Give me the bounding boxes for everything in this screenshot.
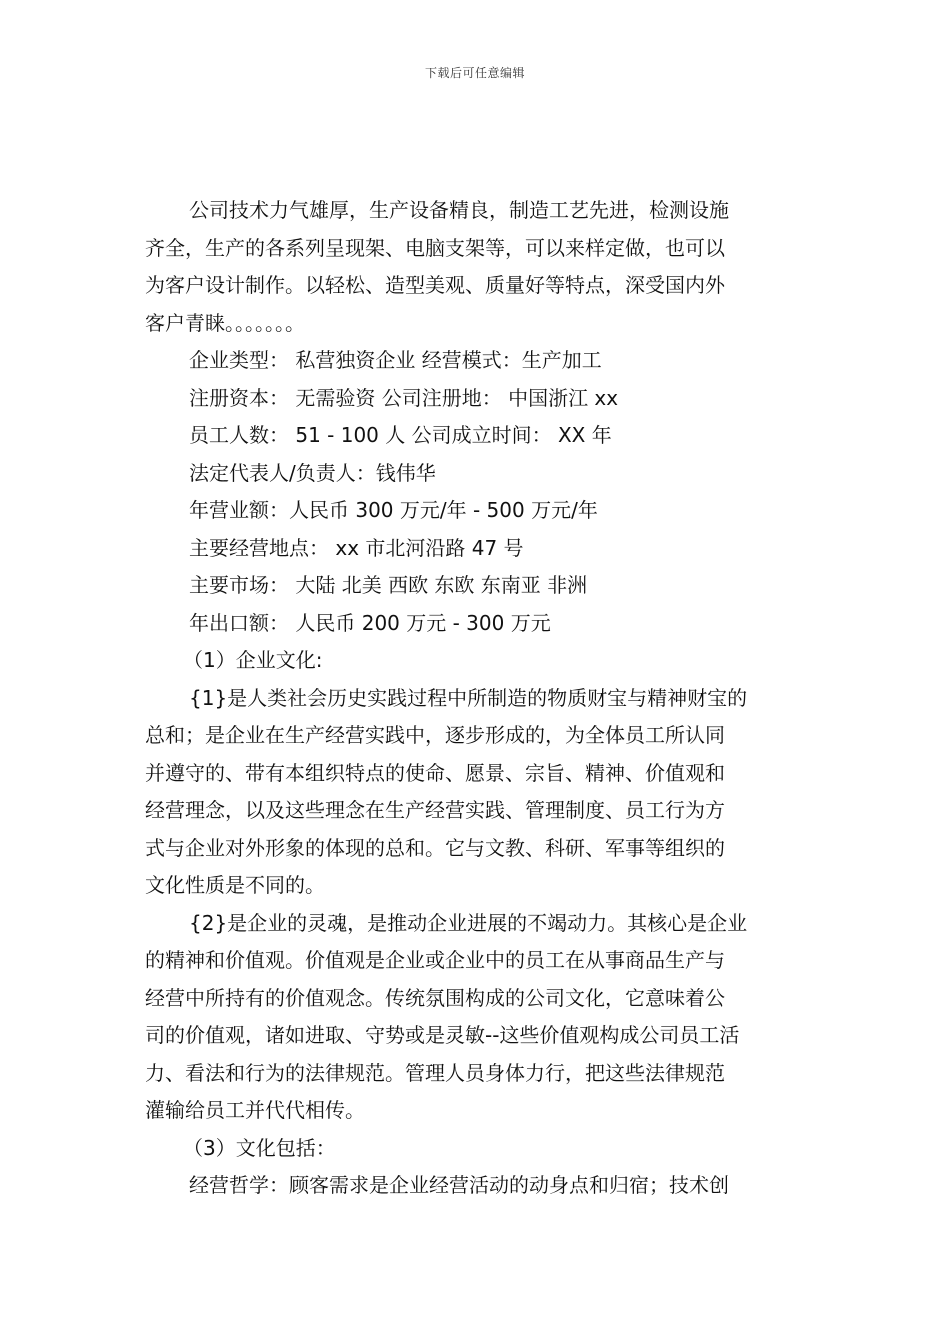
para2-line-2: 的精神和价值观。价值观是企业或企业中的员工在从事商品生产与 — [145, 948, 725, 972]
intro-line-1: 公司技术力气雄厚，生产设备精良，制造工艺先进，检测设施 — [189, 198, 729, 222]
info-registered-capital: 注册资本： 无需验资 公司注册地： 中国浙江 xx — [189, 385, 619, 410]
section-heading-3-text: （3）文化包括： — [183, 1135, 336, 1160]
info-annual-export: 年出口额： 人民币 200 万元 - 300 万元 — [189, 610, 551, 635]
para1-line-5: 式与企业对外形象的体现的总和。它与文教、科研、军事等组织的 — [145, 835, 725, 860]
culture-paragraph-1 — [145, 680, 806, 905]
section-heading-1-text: （1）企业文化: — [183, 648, 323, 672]
para1-line-6: 文化性质是不同的。 — [145, 873, 325, 897]
intro-line-3: 为客户设计制作。以轻松、造型美观、质量好等特点，深受国内外 — [145, 273, 725, 297]
para3-line-1: 经营哲学：顾客需求是企业经营活动的动身点和归宿；技术创 — [189, 1173, 729, 1197]
para1-line-2: 总和；是企业在生产经营实践中，逐步形成的，为全体员工所认同 — [145, 723, 725, 747]
info-business-location: 主要经营地点： xx 市北河沿路 47 号 — [189, 535, 524, 560]
para2-line-4: 司的价值观，诸如进取、守势或是灵敏--这些价值观构成公司员工活 — [145, 1023, 740, 1047]
para1-line-1: {1}是人类社会历史实践过程中所制造的物质财宝与精神财宝的 — [189, 685, 748, 710]
para1-line-4: 经营理念，以及这些理念在生产经营实践、管理制度、员工行为方 — [145, 798, 725, 822]
info-enterprise-type: 企业类型： 私营独资企业 经营模式：生产加工 — [189, 348, 602, 372]
intro-paragraph — [145, 192, 806, 342]
para2-line-1: {2}是企业的灵魂，是推动企业进展的不竭动力。其核心是企业 — [189, 910, 748, 935]
para2-line-6: 灌输给员工并代代相传。 — [145, 1098, 365, 1122]
para2-line-5: 力、看法和行为的法律规范。管理人员身体力行，把这些法律规范 — [145, 1060, 725, 1085]
info-main-markets: 主要市场： 大陆 北美 西欧 东欧 东南亚 非洲 — [189, 573, 588, 597]
intro-line-2: 齐全，生产的各系列呈现架、电脑支架等，可以来样定做，也可以 — [145, 235, 725, 260]
culture-paragraph-2 — [145, 905, 806, 1130]
info-annual-revenue: 年营业额：人民币 300 万元/年 - 500 万元/年 — [189, 498, 598, 522]
intro-line-4: 客户青睐。。。。。。。 — [145, 310, 305, 335]
info-list — [145, 342, 806, 642]
page-header: 下载后可任意编辑 — [424, 66, 525, 80]
culture-paragraph-3 — [145, 1167, 806, 1205]
para2-line-3: 经营中所持有的价值观念。传统氛围构成的公司文化，它意味着公 — [145, 985, 725, 1010]
section-heading-1 — [145, 642, 806, 680]
info-employee-count: 员工人数： 51 - 100 人 公司成立时间： XX 年 — [189, 423, 612, 447]
para1-line-3: 并遵守的、带有本组织特点的使命、愿景、宗旨、精神、价值观和 — [145, 760, 725, 785]
section-heading-3 — [145, 1130, 806, 1168]
document-body — [145, 192, 806, 1205]
info-legal-representative: 法定代表人/负责人：钱伟华 — [189, 460, 436, 485]
